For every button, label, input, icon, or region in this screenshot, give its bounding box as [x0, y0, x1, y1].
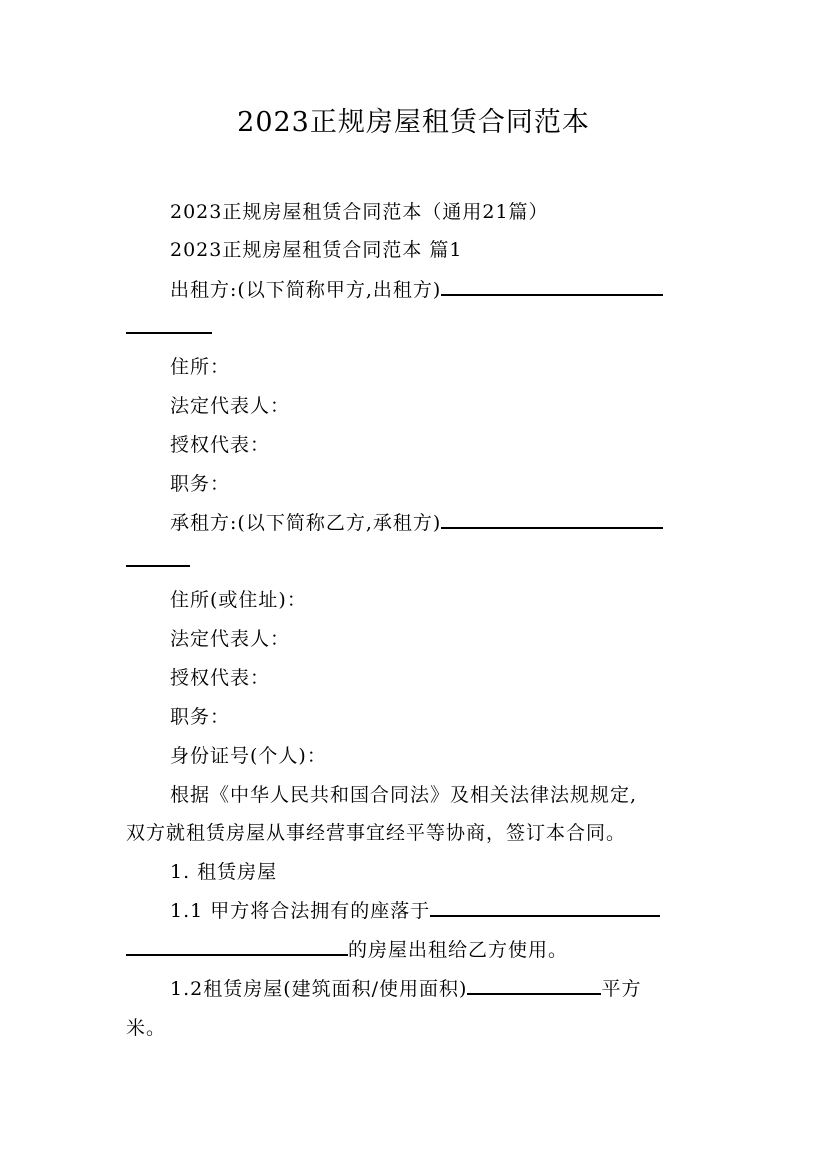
- section-1-heading: 1. 租赁房屋: [170, 861, 278, 883]
- lessee-title: 职务：: [170, 706, 231, 728]
- lessor-line: [170, 276, 663, 304]
- lessor-title: 职务：: [170, 473, 231, 495]
- lessee-name-blank: [441, 527, 663, 529]
- location-blank: [430, 915, 660, 917]
- lessee-name-blank-cont: [126, 565, 190, 567]
- clause-1-2-text: 1.2租赁房屋(建筑面积/使用面积): [170, 978, 468, 1000]
- chapter-heading: 2023正规房屋租赁合同范本 篇1: [170, 239, 463, 261]
- lessor-address: 住所：: [170, 356, 231, 378]
- clause-1-2-unit: 平方: [601, 978, 642, 1000]
- clause-1-1-line2: [126, 936, 568, 964]
- clause-1-1-tail: 的房屋出租给乙方使用。: [348, 939, 569, 961]
- lessee-address: 住所(或住址)：: [170, 589, 307, 611]
- lessor-name-blank: [441, 294, 663, 296]
- lessor-legal-rep: 法定代表人：: [170, 395, 291, 417]
- clause-1-2-line2: 米。: [126, 1017, 167, 1039]
- lessee-blank-continuation: [126, 547, 190, 575]
- lessee-line: [170, 509, 663, 537]
- lessor-blank-continuation: [126, 314, 212, 342]
- clause-1-1-line1: [170, 897, 660, 925]
- location-blank-cont: [126, 954, 348, 956]
- document-title: 2023正规房屋租赁合同范本: [237, 107, 590, 138]
- lessee-label: 承租方:(以下简称乙方,承租方): [170, 512, 442, 534]
- clause-1-1-text: 1.1 甲方将合法拥有的座落于: [170, 900, 431, 922]
- lessee-id-number: 身份证号(个人)：: [170, 745, 327, 767]
- basis-paragraph-line2: 双方就租赁房屋从事经营事宜经平等协商，签订本合同。: [126, 822, 627, 844]
- lessee-legal-rep: 法定代表人：: [170, 628, 291, 650]
- area-blank: [467, 993, 601, 995]
- basis-paragraph-line1: 根据《中华人民共和国合同法》及相关法律法规规定,: [170, 784, 638, 806]
- lessor-name-blank-cont: [126, 332, 212, 334]
- lessor-auth-rep: 授权代表：: [170, 434, 271, 456]
- lessee-auth-rep: 授权代表：: [170, 667, 271, 689]
- subtitle-line: 2023正规房屋租赁合同范本（通用21篇）: [170, 201, 549, 223]
- lessor-label: 出租方:(以下简称甲方,出租方): [170, 279, 442, 301]
- clause-1-2-line1: [170, 975, 641, 1003]
